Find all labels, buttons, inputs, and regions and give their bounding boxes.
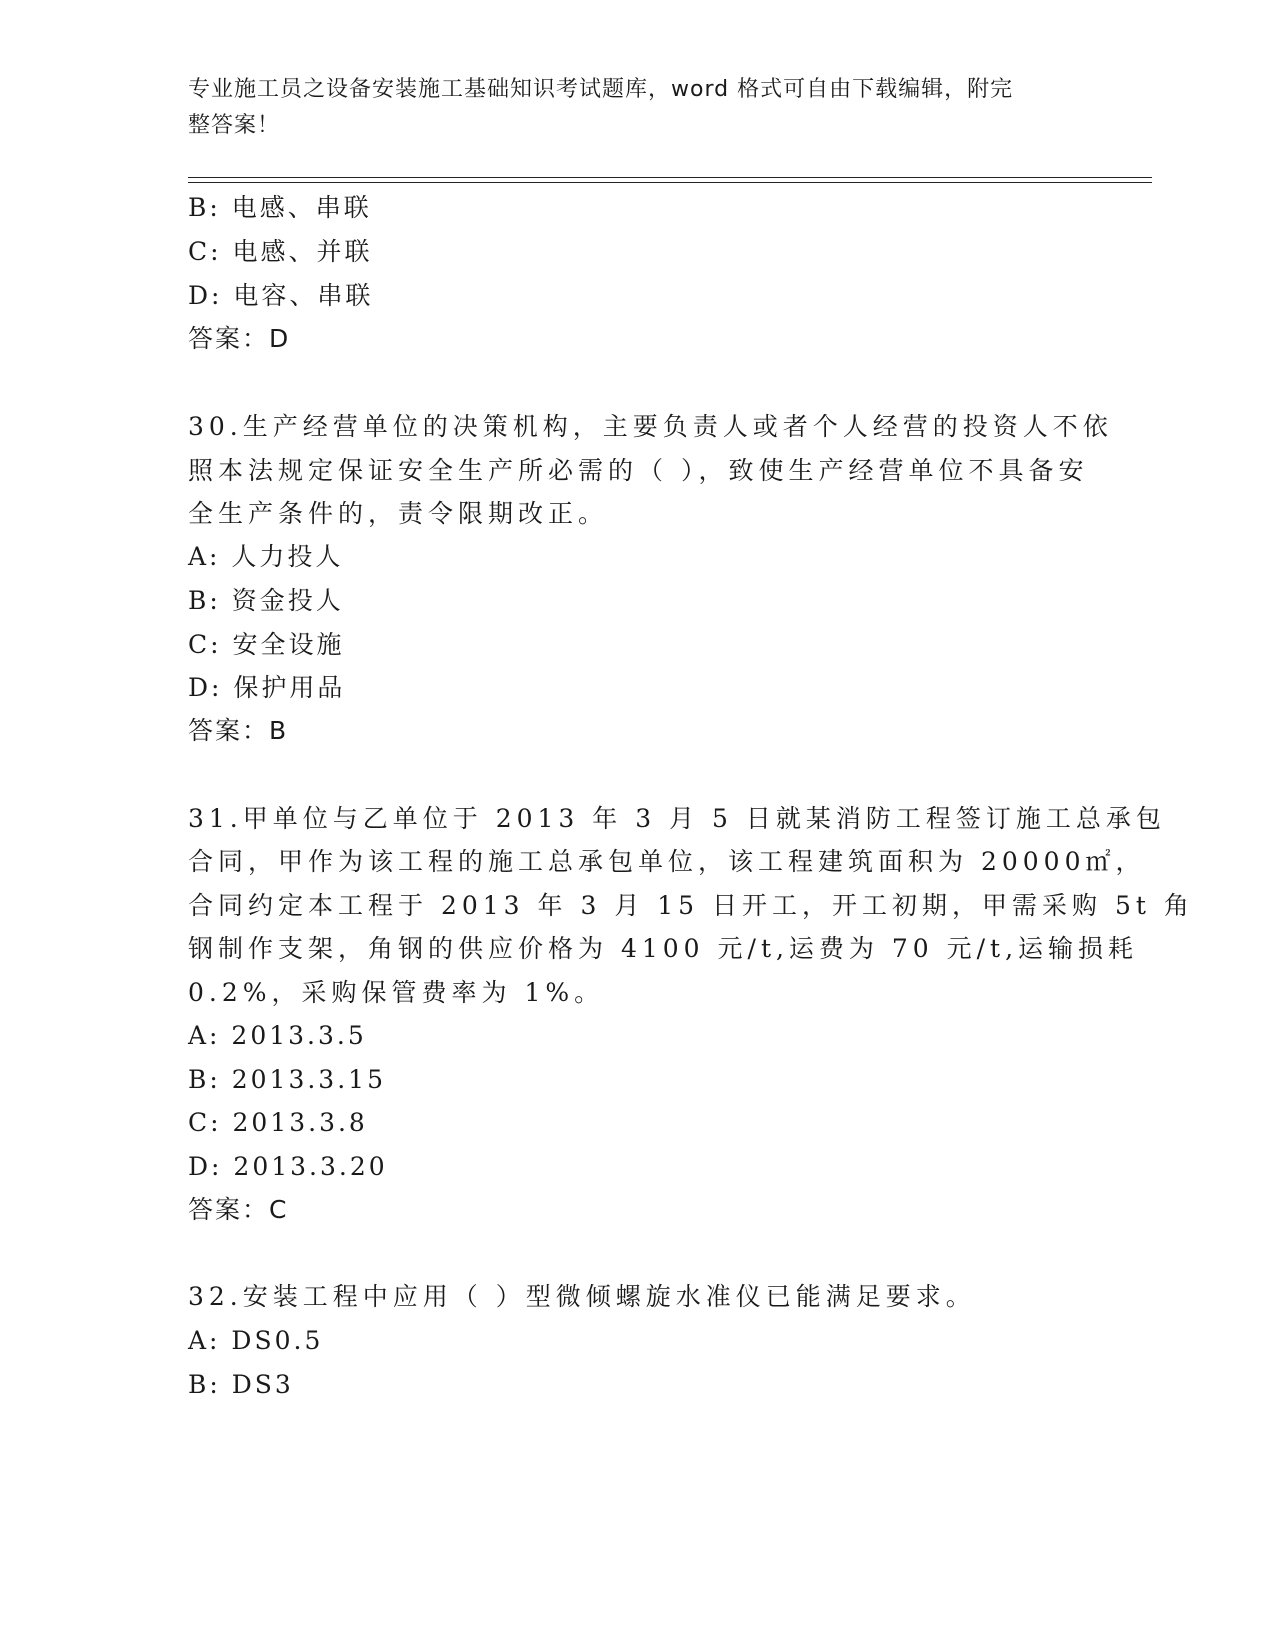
q30-answer: 答案：B (188, 716, 289, 745)
q31-stem-line-5: 0.2%，采购保管费率为 1%。 (188, 978, 605, 1007)
q29-option-d: D: 电容、串联 (188, 281, 374, 310)
q31-stem-line-3: 合同约定本工程于 2013 年 3 月 15 日开工，开工初期，甲需采购 5t 角 (188, 891, 1194, 920)
q32-option-b: B: DS3 (188, 1370, 294, 1399)
q31-option-a: A: 2013.3.5 (188, 1021, 367, 1050)
q29-answer: 答案：D (188, 324, 291, 353)
q31-option-c: C: 2013.3.8 (188, 1108, 368, 1137)
q29-option-b: B: 电感、串联 (188, 193, 372, 222)
q31-option-d: D: 2013.3.20 (188, 1152, 388, 1181)
q31-stem-line-2: 合同，甲作为该工程的施工总承包单位，该工程建筑面积为 20000㎡， (188, 847, 1146, 876)
header-divider-bottom (188, 182, 1152, 183)
q30-option-d: D: 保护用品 (188, 673, 346, 702)
q30-option-a: A: 人力投人 (188, 542, 344, 571)
header-divider-top (188, 177, 1152, 178)
q30-stem-line-2: 照本法规定保证安全生产所必需的（ ），致使生产经营单位不具备安 (188, 456, 1089, 485)
q30-option-c: C: 安全设施 (188, 630, 345, 659)
header-line-1: 专业施工员之设备安装施工基础知识考试题库，word 格式可自由下载编辑，附完 (188, 77, 1014, 102)
q29-option-c: C: 电感、并联 (188, 237, 373, 266)
document-header (188, 72, 1068, 144)
q32-option-a: A: DS0.5 (188, 1326, 324, 1355)
q30-stem-line-3: 全生产条件的，责令限期改正。 (188, 499, 609, 528)
q31-stem-line-1: 31.甲单位与乙单位于 2013 年 3 月 5 日就某消防工程签订施工总承包 (188, 804, 1166, 833)
q30-option-b: B: 资金投人 (188, 586, 344, 615)
q31-answer: 答案：C (188, 1195, 289, 1224)
q30-stem-line-1: 30.生产经营单位的决策机构，主要负责人或者个人经营的投资人不依 (188, 412, 1113, 441)
q32-stem-line-1: 32.安装工程中应用（ ）型微倾螺旋水准仪已能满足要求。 (188, 1282, 976, 1311)
q31-stem-line-4: 钢制作支架，角钢的供应价格为 4100 元/t,运费为 70 元/t,运输损耗 (188, 934, 1139, 963)
q31-option-b: B: 2013.3.15 (188, 1065, 386, 1094)
header-line-2: 整答案！ (188, 113, 281, 138)
